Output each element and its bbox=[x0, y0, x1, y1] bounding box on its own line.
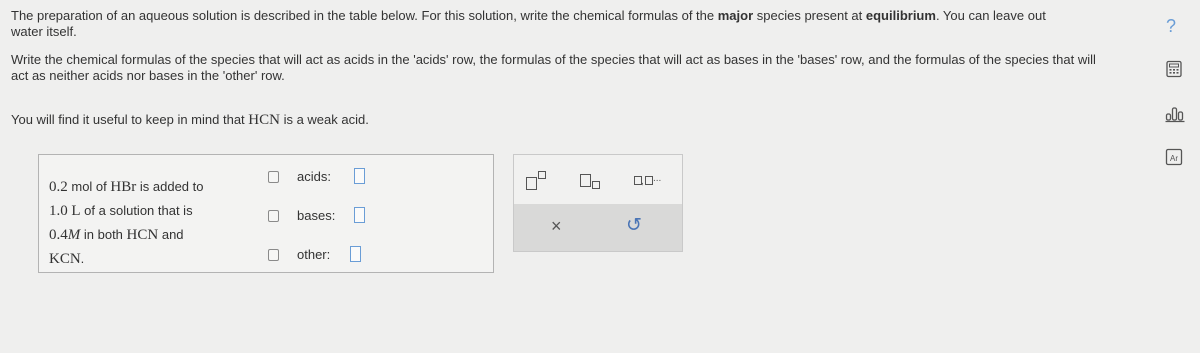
intro-paragraph bbox=[11, 8, 1061, 40]
problem-table bbox=[38, 154, 494, 273]
concentration-unit: M bbox=[67, 227, 81, 243]
strong-acid-formula: HBr bbox=[110, 179, 137, 195]
volume-unit: L bbox=[71, 203, 81, 219]
acids-none-checkbox[interactable] bbox=[268, 171, 279, 183]
formula-toolbar bbox=[513, 154, 683, 252]
acids-input[interactable] bbox=[354, 168, 365, 184]
amount-unit: mol of bbox=[71, 179, 107, 194]
solution-text: of a solution that is bbox=[84, 203, 193, 218]
chart-icon[interactable] bbox=[1165, 105, 1183, 123]
bases-input[interactable] bbox=[354, 207, 365, 223]
periodic-table-icon[interactable] bbox=[1165, 148, 1183, 166]
undo-icon[interactable]: ↺ bbox=[626, 215, 642, 236]
instructions-paragraph: Write the chemical formulas of the species that will act as acids in the 'acids' row, the formulas of the species that will act as bases in the 'bases' row, and the formulas of the species that will act as neither acids nor bases in the 'other' row. bbox=[11, 52, 1096, 83]
hint-chem-hcn: HCN bbox=[248, 112, 280, 128]
problem-description bbox=[49, 175, 249, 271]
amount-value: 0.2 bbox=[49, 179, 68, 195]
weak-acid-formula: HCN bbox=[126, 227, 159, 243]
concentration-value: 0.4 bbox=[49, 227, 68, 243]
period-text: . bbox=[80, 251, 85, 266]
other-label: other: bbox=[297, 247, 331, 262]
acids-label: acids: bbox=[297, 169, 331, 184]
side-toolbar bbox=[1163, 0, 1200, 353]
intro-text-3: . You can leave out water itself. bbox=[11, 8, 1046, 39]
added-text: is added to bbox=[139, 179, 204, 194]
hint-text-1: You will find it useful to keep in mind that bbox=[11, 112, 249, 127]
other-none-checkbox[interactable] bbox=[268, 249, 279, 261]
list-button[interactable]: , ... bbox=[630, 167, 676, 193]
volume-value: 1.0 bbox=[49, 203, 68, 219]
help-icon[interactable]: ? bbox=[1166, 16, 1177, 36]
intro-text-2: species present at bbox=[753, 8, 866, 23]
bases-label: bases: bbox=[297, 208, 336, 223]
bases-none-checkbox[interactable] bbox=[268, 210, 279, 222]
hint-text-2: is a weak acid. bbox=[279, 112, 369, 127]
intro-text-1: The preparation of an aqueous solution is described in the table below. For this solution, write the chemical formulas of the bbox=[11, 8, 718, 23]
in-both-text: in both bbox=[83, 227, 123, 242]
action-bar bbox=[514, 204, 682, 251]
other-input[interactable] bbox=[350, 246, 361, 262]
hint-paragraph bbox=[11, 112, 369, 128]
calculator-icon[interactable] bbox=[1165, 60, 1183, 78]
superscript-button[interactable] bbox=[522, 167, 550, 193]
close-icon[interactable]: × bbox=[551, 216, 562, 236]
subscript-button[interactable] bbox=[576, 167, 604, 193]
and-text: and bbox=[161, 227, 184, 242]
intro-bold-major: major bbox=[717, 8, 754, 23]
salt-formula: KCN bbox=[49, 251, 81, 267]
intro-bold-equilibrium: equilibrium bbox=[865, 8, 936, 23]
periodic-table-label: Ar bbox=[1170, 154, 1178, 163]
list-ellipsis: ... bbox=[653, 173, 662, 184]
